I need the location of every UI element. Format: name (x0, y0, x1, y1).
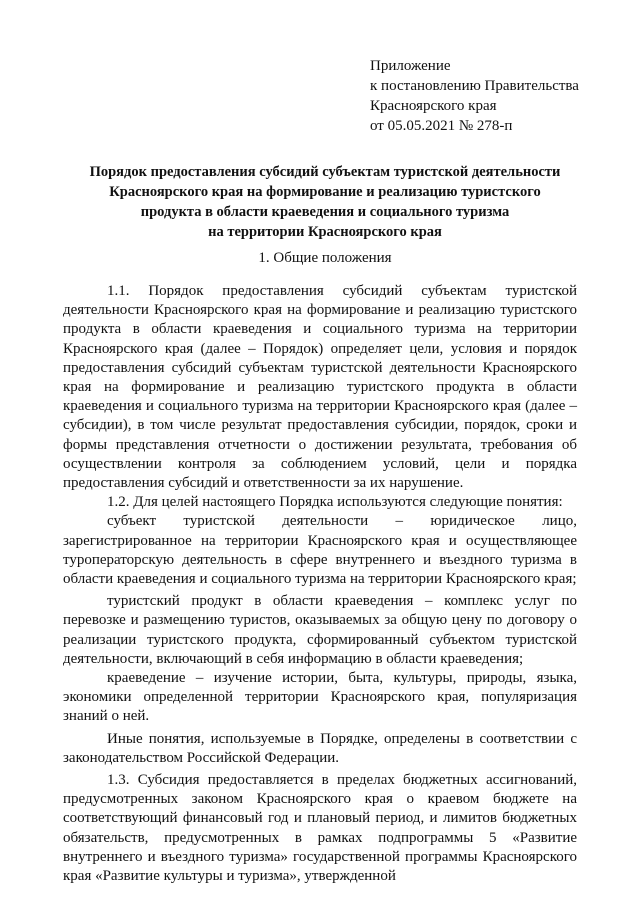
annex-block (370, 56, 579, 136)
definition-subject: субъект туристской деятельности – юридическое лицо, зарегистрированное на территории Красноярского края и осуществляющее туроператорскую деятельность в сфере внутреннего и въездного туризма в области краеведения и социального туризма на территории Красноярского края; (63, 513, 577, 588)
definition-tourist-product: туристский продукт в области краеведения – комплекс услуг по перевозке и размещению туристов, оказываемых за общую цену по договору о реализации туристского продукта, сформированный субъектом туристской деятельности, включающий в себя информацию в области краеведения; (63, 593, 577, 667)
annex-line-4: от 05.05.2021 № 278-п (370, 118, 513, 134)
annex-line-1: Приложение (370, 58, 451, 74)
document-title (60, 162, 590, 242)
annex-line-3: Красноярского края (370, 98, 497, 114)
paragraph-other-terms: Иные понятия, используемые в Порядке, определены в соответствии с законодательством Российской Федерации. (63, 730, 577, 766)
paragraph-1-2: 1.2. Для целей настоящего Порядка используются следующие понятия: (107, 494, 563, 511)
title-line-4: на территории Красноярского края (208, 224, 442, 240)
annex-line-2: к постановлению Правительства (370, 78, 579, 94)
title-line-2: Красноярского края на формирование и реализацию туристского (109, 184, 541, 200)
paragraph-1-3: 1.3. Субсидия предоставляется в пределах бюджетных ассигнований, предусмотренных законом Красноярского края о краевом бюджете на соответствующий финансовый год и плановый период, и лимитов бюджетных обязательств, предусмотренных в рамках подпрограммы 5 «Развитие внутреннего и въездного туризма» государственной программы Красноярского края «Развитие культуры и туризма», утвержденной (63, 772, 577, 885)
definition-local-history: краеведение – изучение истории, быта, культуры, природы, языка, экономики определенной территории Красноярского края, популяризация знаний о ней. (63, 670, 577, 725)
section-heading: 1. Общие положения (258, 250, 392, 266)
title-line-1: Порядок предоставления субсидий субъектам туристской деятельности (89, 164, 561, 180)
paragraph-1-1: 1.1. Порядок предоставления субсидий субъектам туристской деятельности Красноярского края на формирование и реализацию туристского продукта в области краеведения и социального туризма на территории Красноярского края (далее – Порядок) определяет цели, условия и порядок предоставления субсидий субъектам туристской деятельности Красноярского края на формирование и реализацию туристского продукта в области краеведения и социального туризма на территории Красноярского края (далее – субсидии), в том числе результат предоставления субсидии, порядок, сроки и формы представления отчетности о достижении результата, требования об осуществлении контроля за соблюдением условий, цели и порядка предоставления субсидий и ответственности за их нарушение. (63, 283, 577, 492)
document-body (63, 282, 577, 886)
title-line-3: продукта в области краеведения и социального туризма (140, 204, 510, 220)
